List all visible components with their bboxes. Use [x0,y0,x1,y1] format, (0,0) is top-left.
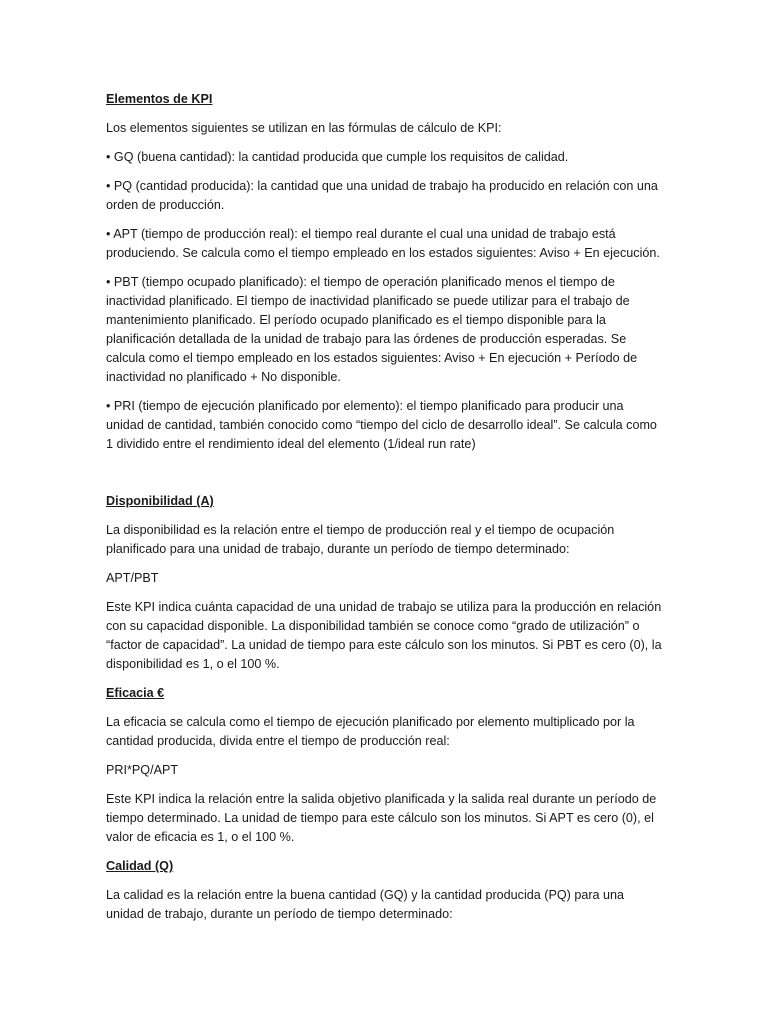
efficiency-formula: PRI*PQ/APT [106,763,179,777]
kpi-item-pri: • PRI (tiempo de ejecución planificado por elemento): el tiempo planificado para producir una unidad de cantidad, también conocido como “tiempo del ciclo de desarrollo ideal”. Se calcula como 1 dividido entre el rendimiento ideal del elemento (1/ideal run rate) [106,399,657,451]
quality-heading: Calidad (Q) [106,859,174,873]
kpi-item-gq: • GQ (buena cantidad): la cantidad producida que cumple los requisitos de calidad. [106,150,569,164]
efficiency-description: La eficacia se calcula como el tiempo de ejecución planificado por elemento multiplicado por la cantidad producida, divida entre el tiempo de producción real: [106,715,635,748]
kpi-intro: Los elementos siguientes se utilizan en las fórmulas de cálculo de KPI: [106,121,502,135]
kpi-item-apt: • APT (tiempo de producción real): el tiempo real durante el cual una unidad de trabajo está produciendo. Se calcula como el tiempo empleado en los estados siguientes: Aviso + En ejecución. [106,227,660,260]
availability-formula: APT/PBT [106,571,159,585]
kpi-item-pq: • PQ (cantidad producida): la cantidad que una unidad de trabajo ha producido en relación con una orden de producción. [106,179,658,212]
quality-description: La calidad es la relación entre la buena cantidad (GQ) y la cantidad producida (PQ) para una unidad de trabajo, durante un período de tiempo determinado: [106,888,625,921]
section-spacer [106,464,662,492]
availability-explanation: Este KPI indica cuánta capacidad de una unidad de trabajo se utiliza para la producción en relación con su capacidad disponible. La disponibilidad también se conoce como “grado de utilización” o “factor de capacidad”. La unidad de tiempo para este cálculo son los minutos. Si PBT es cero (0), la disponibilidad es 1, o el 100 %. [106,600,662,671]
efficiency-heading: Eficacia € [106,686,165,700]
kpi-item-pbt: • PBT (tiempo ocupado planificado): el tiempo de operación planificado menos el tiempo de inactividad planificado. El tiempo de inactividad planificado se puede utilizar para el trabajo de mantenimiento planificado. El período ocupado planificado es el tiempo disponible para la planificación detallada de la unidad de trabajo para las órdenes de producción esperadas. Se calcula como el tiempo empleado en los estados siguientes: Aviso + En ejecución + Período de inactividad no planificado + No disponible. [106,275,638,384]
availability-heading: Disponibilidad (A) [106,494,214,508]
efficiency-explanation: Este KPI indica la relación entre la salida objetivo planificada y la salida real durante un período de tiempo determinado. La unidad de tiempo para este cálculo son los minutos. Si APT es cero (0), el valor de eficacia es 1, o el 100 %. [106,792,657,844]
kpi-elements-heading: Elementos de KPI [106,92,213,106]
availability-description: La disponibilidad es la relación entre el tiempo de producción real y el tiempo de ocupación planificado para una unidad de trabajo, durante un período de tiempo determinado: [106,523,615,556]
